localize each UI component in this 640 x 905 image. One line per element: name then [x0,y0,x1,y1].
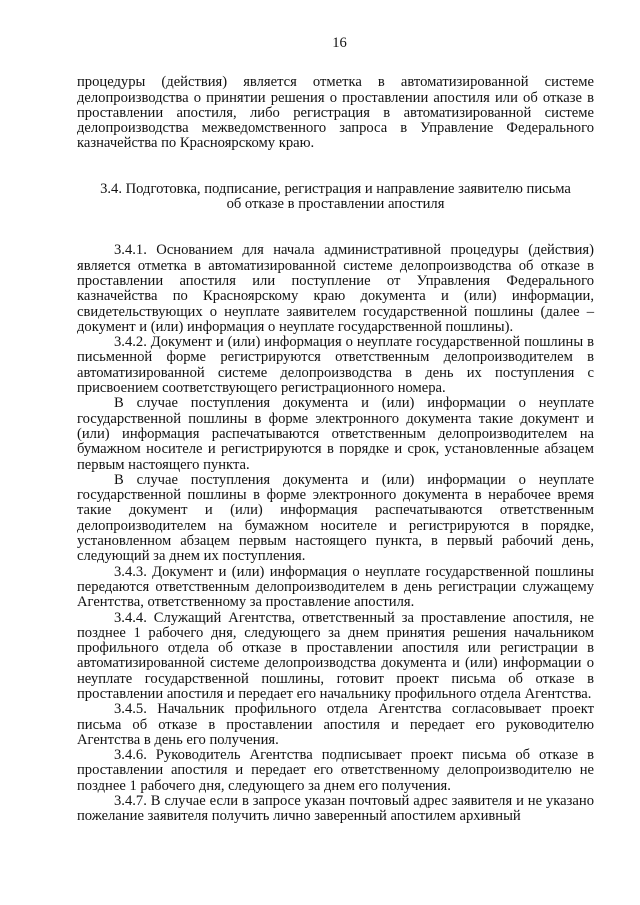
paragraph-3-4-3: 3.4.3. Документ и (или) информация о неуплате государственной пошлины передаются ответственным делопроизводителем в день регистрации служащему Агентства, ответственному за проставление апостиля. [77,563,594,611]
continuation-paragraph: процедуры (действия) является отметка в автоматизированной системе делопроизводства о принятии решения о проставлении апостиля или об отказе в проставлении апостиля, либо регистрация в автоматизированной системе делопроизводства межведомственного запроса в Управление Федерального казначейства по Красноярскому краю. [77,74,594,152]
paragraph-3-4-7: 3.4.7. В случае если в запросе указан почтовый адрес заявителя и не указано пожелание заявителя получить лично заверенный апостилем архивный [77,793,594,825]
paragraph-3-4-5: 3.4.5. Начальник профильного отдела Агентства согласовывает проект письма об отказе в проставлении апостиля и передает его руководителю Агентства в день его получения. [77,701,594,748]
paragraph-3-4-2-non-working-time: В случае поступления документа и (или) информации о неуплате государственной пошлины в форме электронного документа в нерабочее время такие документ и (или) информация распечатываются ответственным делопроизводителем на бумажном носителе и регистрируются в порядке, установленном абзацем первым настоящего пункта, в первый рабочий день, следующий за днем их поступления. [77,471,594,565]
paragraph-3-4-4: 3.4.4. Служащий Агентства, ответственный за проставление апостиля, не позднее 1 рабочего дня, следующего за днем принятия решения начальником профильного отдела об отказе в проставлении апостиля или регистрации в автоматизированной системе делопроизводства документа и (или) информации о неуплате государственной пошлины, готовит проект письма об отказе в проставлении апостиля и передает его начальнику профильного отдела Агентства. [77,609,594,702]
paragraph-3-4-1: 3.4.1. Основанием для начала административной процедуры (действия) является отметка в автоматизированной системе делопроизводства об отказе в проставлении апостиля или поступление от Управления Федерального казначейства по Красноярскому краю документа и (или) информации, свидетельствующих о неуплате заявителем государственной пошлины (далее – документ и (или) информация о неуплате государственной пошлины). [77,242,594,335]
paragraph-3-4-2: 3.4.2. Документ и (или) информация о неуплате государственной пошлины в письменной форме регистрируются ответственным делопроизводителем в автоматизированной системе делопроизводства в день их поступления с присвоением соответствующего регистрационного номера. [77,334,594,397]
page-number: 16 [332,35,347,51]
section-heading-line-1: 3.4. Подготовка, подписание, регистрация и направление заявителю письма [100,180,571,197]
section-heading [77,182,594,213]
section-heading-line-2: об отказе в проставлении апостиля [226,196,445,213]
paragraph-3-4-2-electronic: В случае поступления документа и (или) информации о неуплате государственной пошлины в форме электронного документа такие документ и (или) информация распечатываются ответственным делопроизводителем на бумажном носителе и регистрируются в порядке и срок, установленные абзацем первым настоящего пункта. [77,395,594,473]
paragraph-3-4-6: 3.4.6. Руководитель Агентства подписывает проект письма об отказе в проставлении апостиля и передает его ответственному делопроизводителю не позднее 1 рабочего дня, следующего за днем его получения. [77,747,594,794]
